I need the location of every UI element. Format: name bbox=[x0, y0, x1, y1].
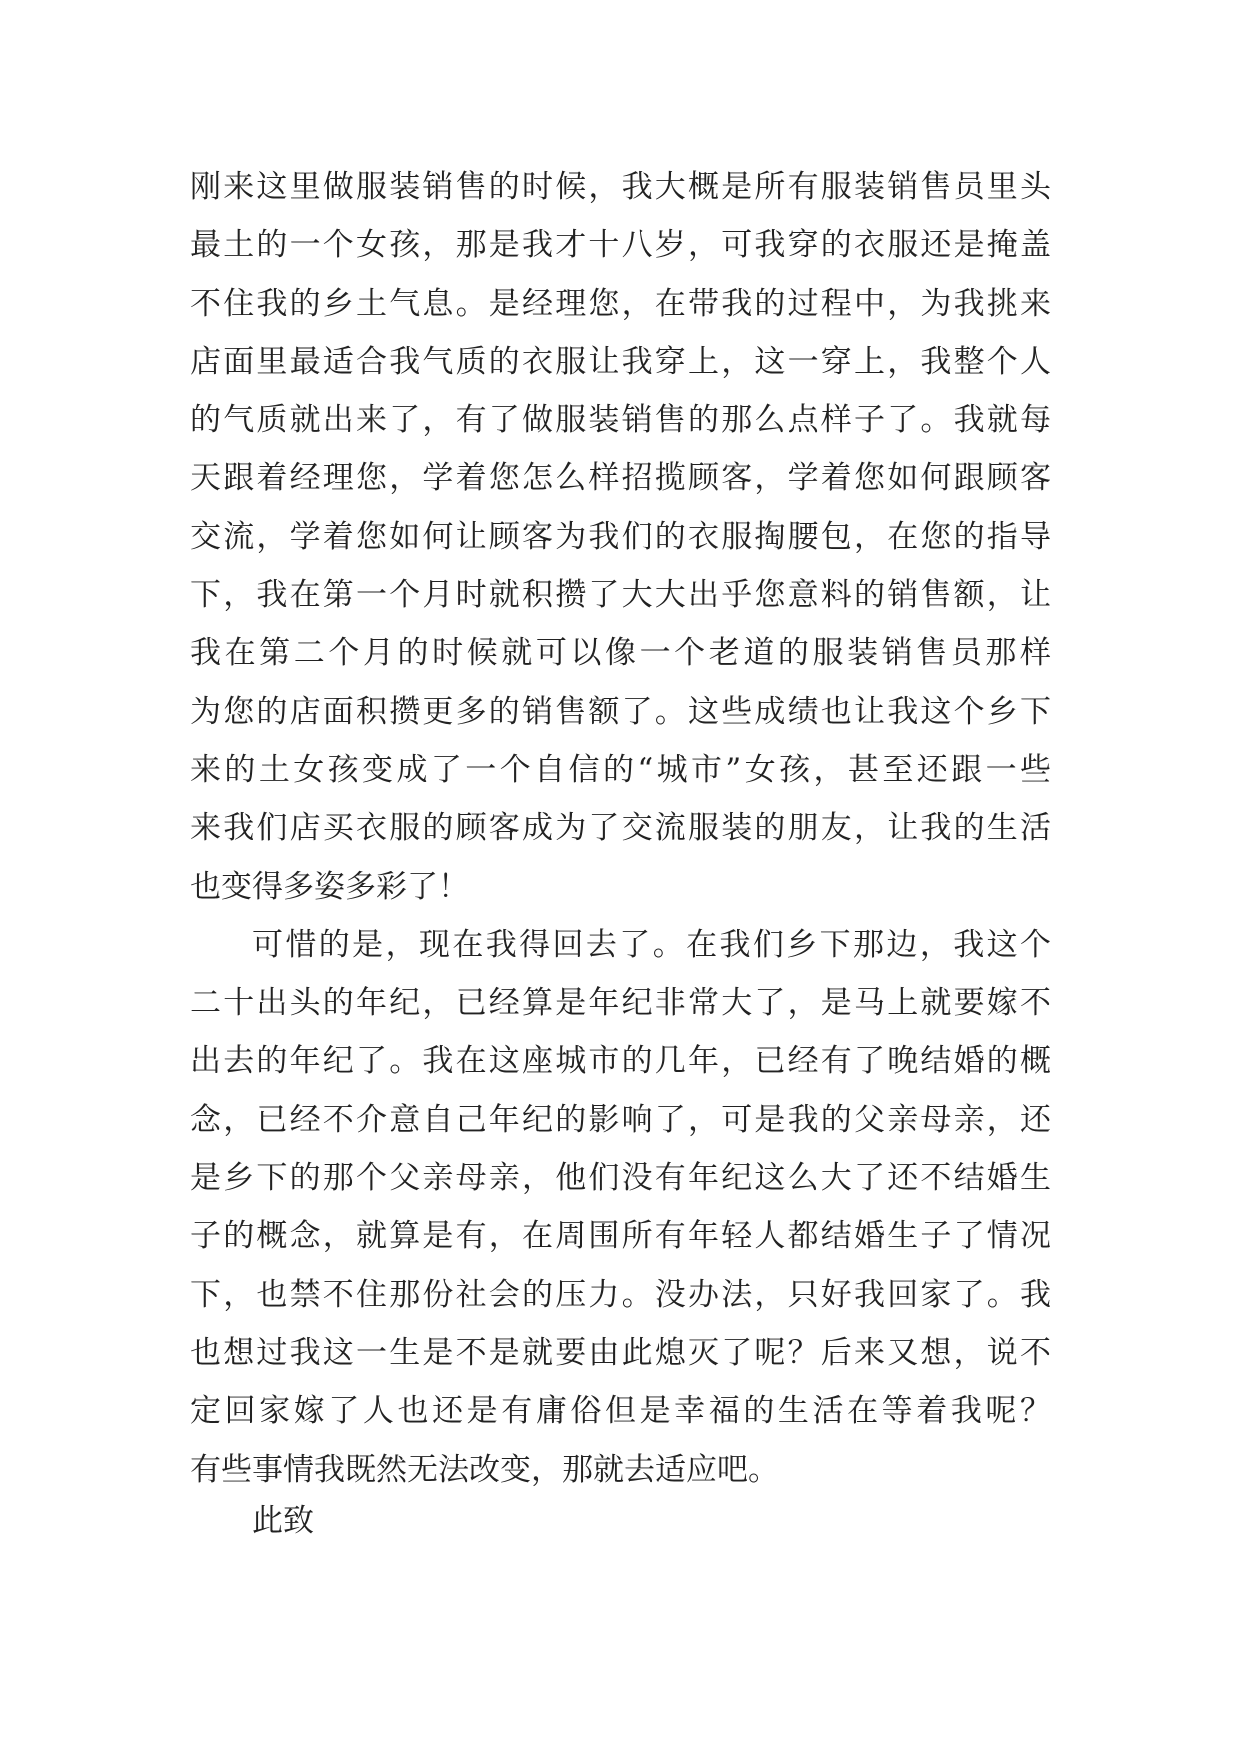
paragraph-2-line: 念，已经不介意自己年纪的影响了，可是我的父亲母亲，还 bbox=[190, 1101, 1051, 1138]
paragraph-1-line: 交流，学着您如何让顾客为我们的衣服掏腰包，在您的指导 bbox=[190, 518, 1051, 555]
paragraph-1-line: 为您的店面积攒更多的销售额了。这些成绩也让我这个乡下 bbox=[190, 693, 1051, 730]
paragraph-2-line: 下，也禁不住那份社会的压力。没办法，只好我回家了。我 bbox=[190, 1276, 1051, 1313]
paragraph-1-line: 我在第二个月的时候就可以像一个老道的服装销售员那样 bbox=[190, 635, 1051, 672]
paragraph-2-line: 有些事情我既然无法改变，那就去适应吧。 bbox=[190, 1451, 779, 1488]
paragraph-2-line: 也想过我这一生是不是就要由此熄灭了呢？后来又想，说不 bbox=[190, 1334, 1051, 1371]
paragraph-2-line: 二十出头的年纪，已经算是年纪非常大了，是马上就要嫁不 bbox=[190, 985, 1051, 1022]
paragraph-1-line: 下，我在第一个月时就积攒了大大出乎您意料的销售额，让 bbox=[190, 577, 1051, 614]
paragraph-2-line: 可惜的是，现在我得回去了。在我们乡下那边，我这个 bbox=[252, 926, 1051, 963]
paragraph-1-line: 最土的一个女孩，那是我才十八岁，可我穿的衣服还是掩盖 bbox=[190, 227, 1051, 264]
paragraph-1-line: 来我们店买衣服的顾客成为了交流服装的朋友，让我的生活 bbox=[190, 810, 1051, 847]
paragraph-1-line: 不住我的乡土气息。是经理您，在带我的过程中，为我挑来 bbox=[190, 285, 1051, 322]
paragraph-1-line: 的气质就出来了，有了做服装销售的那么点样子了。我就每 bbox=[190, 402, 1051, 439]
closing-salutation: 此致 bbox=[252, 1503, 314, 1539]
paragraph-1-line: 天跟着经理您，学着您怎么样招揽顾客，学着您如何跟顾客 bbox=[190, 460, 1051, 497]
paragraph-1-line: 也变得多姿多彩了！ bbox=[190, 868, 469, 905]
paragraph-2-line: 子的概念，就算是有，在周围所有年轻人都结婚生子了情况 bbox=[190, 1218, 1051, 1255]
paragraph-1-line: 店面里最适合我气质的衣服让我穿上，这一穿上，我整个人 bbox=[190, 343, 1051, 380]
letter-body bbox=[190, 158, 1051, 1499]
paragraph-2-line: 是乡下的那个父亲母亲，他们没有年纪这么大了还不结婚生 bbox=[190, 1160, 1051, 1197]
paragraph-2-line: 定回家嫁了人也还是有庸俗但是幸福的生活在等着我呢？ bbox=[190, 1393, 1051, 1430]
paragraph-1-line: 来的土女孩变成了一个自信的“城市”女孩，甚至还跟一些 bbox=[190, 751, 1051, 788]
paragraph-1-line: 刚来这里做服装销售的时候，我大概是所有服装销售员里头 bbox=[190, 169, 1051, 205]
paragraph-2-line: 出去的年纪了。我在这座城市的几年，已经有了晚结婚的概 bbox=[190, 1043, 1051, 1080]
